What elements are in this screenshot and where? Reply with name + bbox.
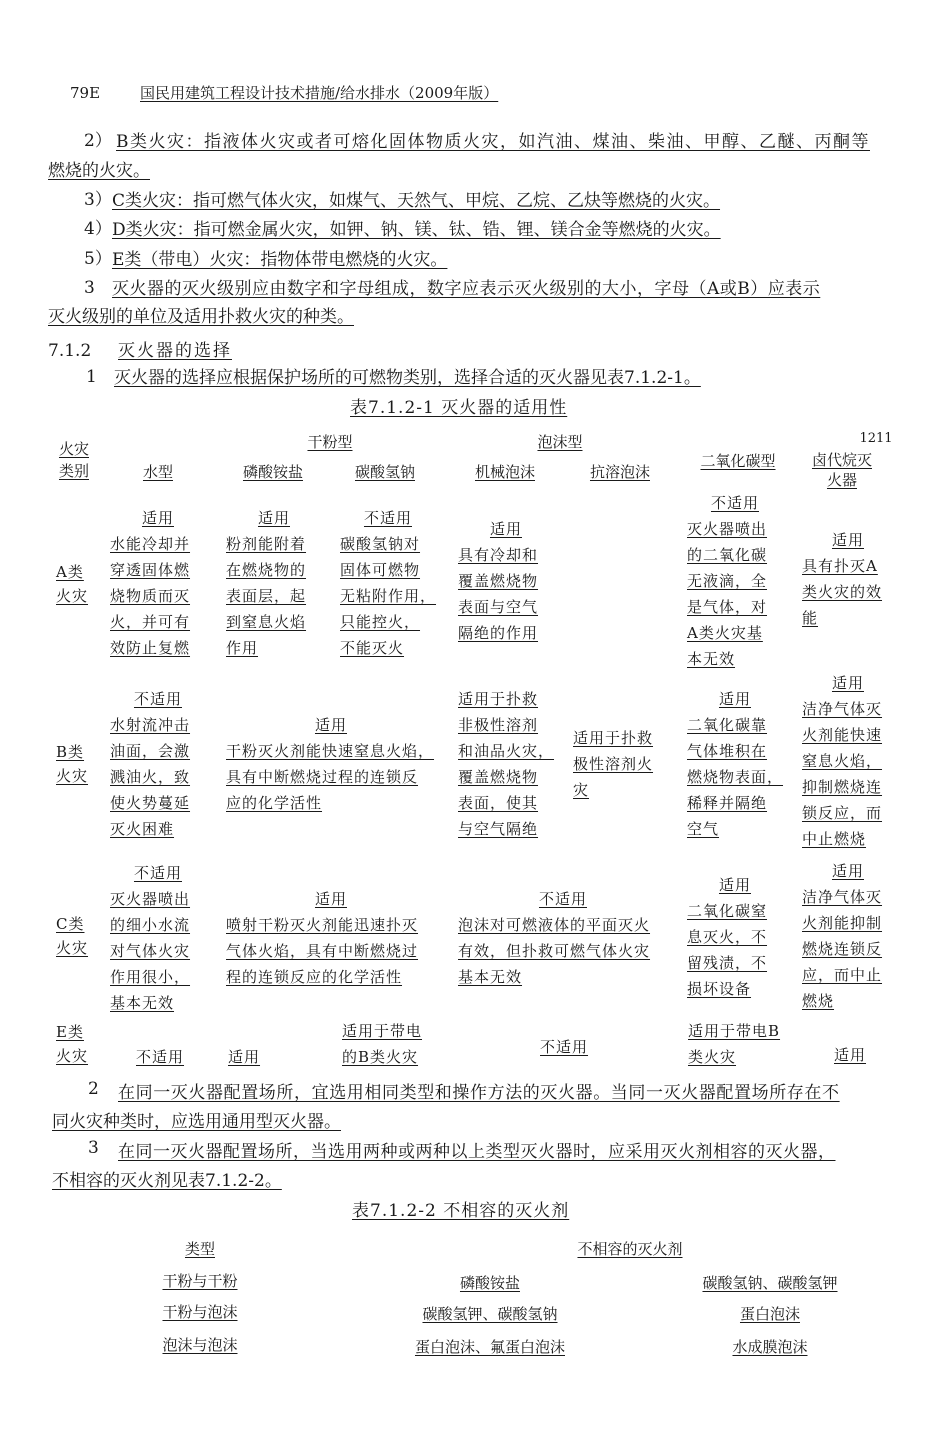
table-cell: 碳酸氢钾、碳酸氢钠 [422, 1305, 558, 1323]
cell-a-halon: 适用 具有扑灭A 类火灾的效 能 [802, 531, 883, 627]
cell-a-bc: 不适用 碳酸氢钠对 固体可燃物 无粘附作用， 只能控火， 不能灭火 [340, 509, 437, 657]
cell-e-foam: 不适用 [540, 1038, 589, 1056]
para-text: C类火灾：指可燃气体火灾，如煤气、天然气、甲烷、乙烷、乙炔等燃烧的火灾。 [112, 191, 721, 211]
cell-b-powder: 适用 干粉灭火剂能快速窒息火焰， 具有中断燃烧过程的连锁反 应的化学活性 [226, 716, 435, 812]
para-num: 5） [84, 249, 112, 269]
cell-b-halon: 适用 洁净气体灭 火剂能快速 窒息火焰， 抑制燃烧连 锁反应，而 中止燃烧 [802, 674, 883, 848]
running-header: 国民用建筑工程设计技术措施/给水排水（2009年版） [140, 84, 499, 102]
col-header-bc-powder: 碳酸氢钠 [354, 463, 415, 481]
para-text: 在同一灭火器配置场所，宜选用相同类型和操作方法的灭火器。当同一灭火器配置场所存在不 [118, 1083, 840, 1103]
row-label-e: E类火灾 [56, 1023, 89, 1065]
cell-b-water: 不适用 水射流冲击 油面，会激 溅油火，致 使火势蔓延 灭火困难 [110, 690, 191, 838]
para-text: D类火灾：指可燃金属火灾，如钾、钠、镁、钛、锆、锂、镁合金等燃烧的火灾。 [112, 220, 721, 240]
row-label-c: C类火灾 [56, 915, 89, 957]
col-header-mech-foam: 机械泡沫 [474, 463, 535, 481]
table-cell: 蛋白泡沫、氟蛋白泡沫 [414, 1338, 565, 1356]
para-text: 灭火器的选择应根据保护场所的可燃物类别，选择合适的灭火器见表7.1.2-1。 [114, 368, 701, 388]
para-text: 不相容的灭火剂见表7.1.2-2。 [52, 1171, 282, 1191]
col-header-co2: 二氧化碳型 [700, 452, 776, 470]
table-caption: 表7.1.2-2 不相容的灭火剂 [352, 1201, 570, 1221]
row-label-a: A类火灾 [56, 563, 89, 605]
group-header-powder: 干粉型 [307, 433, 353, 451]
cell-a-co2: 不适用 灭火器喷出 的二氧化碳 无液滴，全 是气体，对 A类火灾基 本无效 [687, 494, 768, 668]
para-num: 4） [84, 219, 112, 239]
group-header-foam: 泡沫型 [537, 433, 583, 451]
para-num: 2 [88, 1079, 99, 1099]
section-number: 7.1.2 [48, 341, 92, 361]
col-header-anti-foam: 抗溶泡沫 [589, 463, 650, 481]
para-num: 3 [88, 1138, 99, 1158]
cell-e-abc: 适用 [228, 1048, 261, 1066]
row-label-b: B类火灾 [56, 743, 89, 785]
para-text: 灭火级别的单位及适用扑救火灾的种类。 [48, 307, 354, 327]
note-number: 1211 [859, 431, 893, 446]
col-header-fire-class: 火灾类别 [58, 440, 89, 480]
table-caption: 表7.1.2-1 灭火器的适用性 [350, 398, 568, 418]
table-cell: 磷酸铵盐 [459, 1274, 520, 1292]
col-header-halon: 卤代烷灭火器 [811, 451, 872, 489]
para-text: E类（带电）火灾：指物体带电燃烧的火灾。 [112, 250, 448, 270]
cell-c-water: 不适用 灭火器喷出 的细小水流 对气体火灾 作用很小， 基本无效 [110, 864, 191, 1012]
table-cell: 蛋白泡沫 [739, 1305, 800, 1323]
table-cell: 干粉与泡沫 [162, 1303, 238, 1321]
section-title: 灭火器的选择 [118, 341, 232, 361]
para-text: 灭火器的灭火级别应由数字和字母组成，数字应表示灭火级别的大小，字母（A或B）应表示 [112, 279, 821, 299]
para-text: 在同一灭火器配置场所，当选用两种或两种以上类型灭火器时，应采用灭火剂相容的灭火器， [118, 1142, 836, 1162]
table-cell: 干粉与干粉 [162, 1272, 238, 1290]
cell-c-foam: 不适用 泡沫对可燃液体的平面灭火 有效，但扑救可燃气体火灾 基本无效 [458, 890, 651, 986]
col-header-incompatible: 不相容的灭火剂 [577, 1240, 683, 1258]
cell-c-powder: 适用 喷射干粉灭火剂能迅速扑灭 气体火焰，具有中断燃烧过 程的连锁反应的化学活性 [226, 890, 419, 986]
cell-b-co2: 适用 二氧化碳靠 气体堆积在 燃烧物表面， 稀释并隔绝 空气 [687, 690, 784, 838]
cell-c-co2: 适用 二氧化碳窒 息灭火，不 留残渍，不 损坏设备 [687, 876, 768, 998]
page-number: 79E [70, 84, 101, 102]
cell-e-bc: 适用于带电 的B类火灾 [342, 1022, 423, 1066]
cell-b-mech-foam: 适用于扑救 非极性溶剂 和油品火灾， 覆盖燃烧物 表面，使其 与空气隔绝 [458, 690, 555, 838]
col-header-abc-powder: 磷酸铵盐 [242, 463, 303, 481]
table-cell: 泡沫与泡沫 [162, 1336, 238, 1354]
cell-e-co2: 适用于带电B 类火灾 [688, 1022, 781, 1066]
cell-e-water: 不适用 [136, 1048, 185, 1066]
cell-a-abc: 适用 粉剂能附着 在燃烧物的 表面层，起 到窒息火焰 作用 [226, 509, 307, 657]
para-num: 3 [84, 278, 95, 298]
para-num: 2） [84, 131, 112, 151]
table-cell: 水成膜泡沫 [732, 1338, 808, 1356]
cell-c-halon: 适用 洁净气体灭 火剂能抑制 燃烧连锁反 应，而中止 燃烧 [802, 862, 883, 1010]
cell-a-water: 适用 水能冷却并 穿透固体燃 烧物质而灭 火，并可有 效防止复燃 [110, 509, 191, 657]
col-header-water: 水型 [142, 463, 173, 481]
para-num: 1 [86, 367, 97, 387]
para-text: 同火灾种类时，应选用通用型灭火器。 [52, 1112, 341, 1132]
col-header-type: 类型 [184, 1240, 215, 1258]
table-cell: 碳酸氢钠、碳酸氢钾 [702, 1274, 838, 1292]
cell-b-anti-foam: 适用于扑救 极性溶剂火 灾 [573, 729, 654, 799]
cell-e-halon: 适用 [834, 1046, 867, 1064]
para-num: 3） [84, 190, 112, 210]
cell-a-foam: 适用 具有冷却和 覆盖燃烧物 表面与空气 隔绝的作用 [458, 520, 539, 642]
para-text: B类火灾：指液体火灾或者可熔化固体物质火灾，如汽油、煤油、柴油、甲醇、乙醚、丙酮等 [116, 132, 870, 152]
para-text: 燃烧的火灾。 [48, 161, 150, 181]
